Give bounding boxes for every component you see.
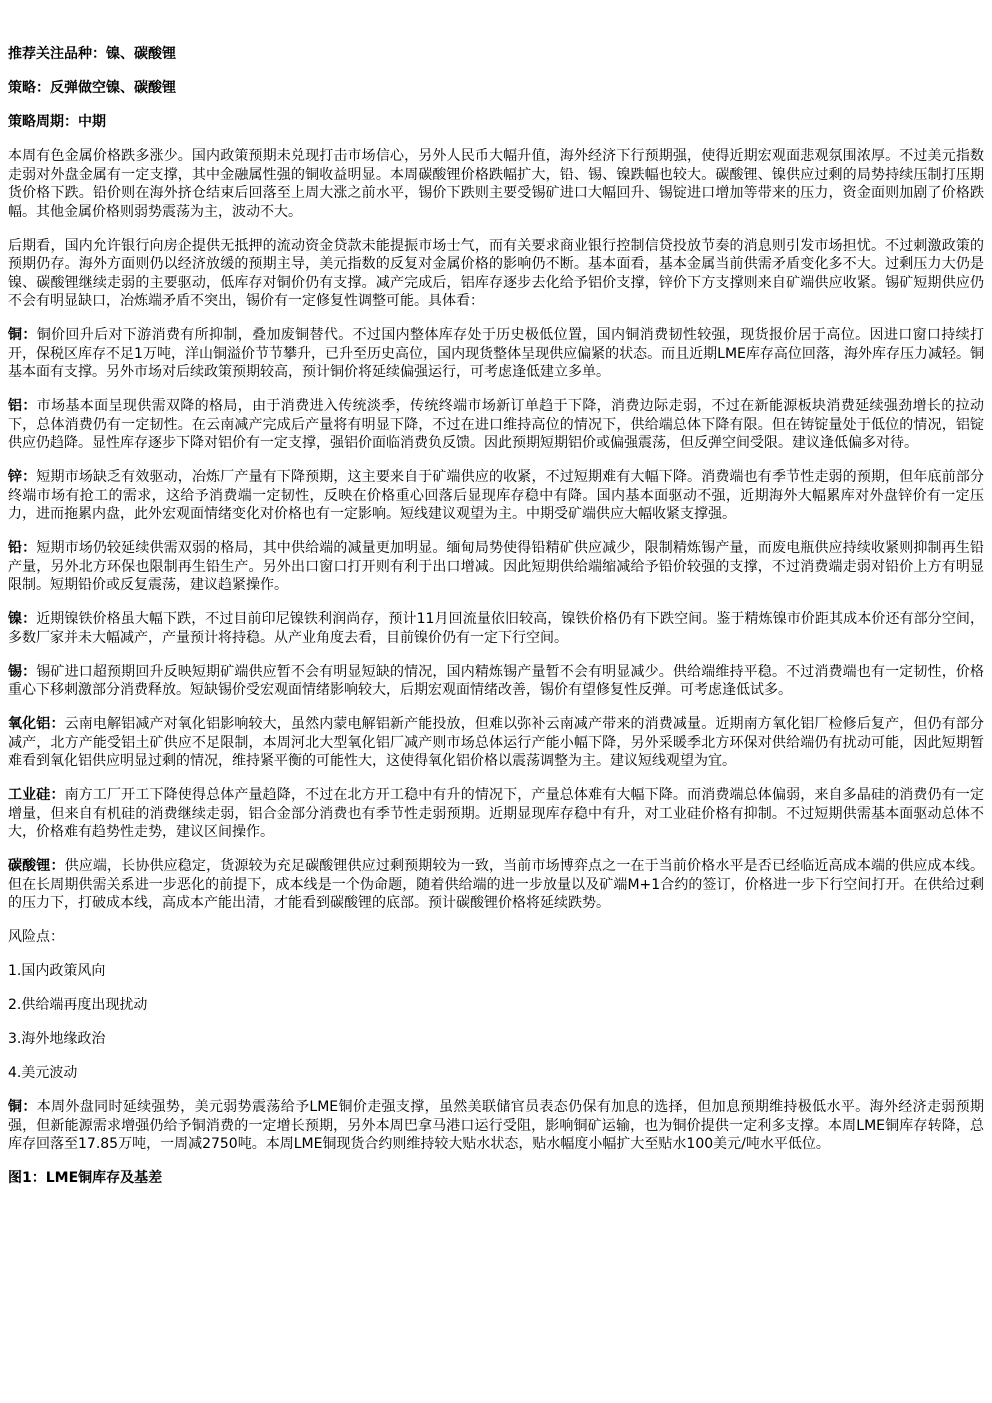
metal-paragraph-aluminum — [8, 397, 984, 453]
period-heading: 策略周期：中期 — [8, 114, 106, 130]
metal-paragraph-zinc — [8, 468, 984, 524]
metal-label: 镍： — [8, 611, 37, 627]
metal-label: 碳酸锂： — [8, 858, 65, 874]
metal-label: 铅： — [8, 540, 37, 556]
metal-text: 南方工厂开工下降使得总体产量趋降，不过在北方开工稳中有升的情况下，产量总体难有大幅下降。而消费端总体偏弱，来自多晶硅的消费仍有一定增量，但来自有机硅的消费继续走弱，铝合金部分消费也有季节性走弱预期。近期显现库存稳中有升，对工业硅价格有抑制。不过短期供需基本面驱动总体不大，价格难有趋势性走势，建议区间操作。 — [8, 787, 985, 840]
metal-paragraph-copper — [8, 326, 984, 382]
risk-title: 风险点： — [8, 929, 64, 945]
outlook-paragraph: 后期看，国内允许银行向房企提供无抵押的流动资金贷款未能提振市场士气，而有关要求商业银行控制信贷投放节奏的消息则引发市场担忧。不过刺激政策的预期仍存。海外方面则仍以经济放缓的预期主导，美元指数的反复对金属价格的影响仍不断。基本面看，基本金属当前供需矛盾变化多不大。过剩压力大仍是镍、碳酸锂继续走弱的主要驱动，低库存对铜价仍有支撑。减产完成后，铝库存逐步去化给予铝价支撑，锌价下方支撑则来自矿端供应收紧。锡矿短期供应仍不会有明显缺口，冶炼端矛盾不突出，锡价有一定修复性调整可能。具体看： — [8, 237, 984, 309]
metal-text: 短期市场仍较延续供需双弱的格局，其中供给端的减量更加明显。缅甸局势使得铅精矿供应减少，限制精炼锡产量，而废电瓶供应持续收紧则抑制再生铅产量，另外北方环保也限制再生铅生产。另外出口窗口打开则有利于出口增减。因此短期供给端缩减给予铅价较强的支撑，不过消费端走弱对铅价上方有明显限制。短期铅价或反复震荡，建议趋紧操作。 — [8, 540, 984, 593]
metal-label: 铝： — [8, 398, 37, 414]
metal-paragraph-tin — [8, 663, 984, 700]
intro-paragraph: 本周有色金属价格跌多涨少。国内政策预期未兑现打击市场信心，另外人民币大幅升值，海外经济下行预期强，使得近期宏观面悲观氛围浓厚。不过美元指数走弱对外盘金属有一定支撑，其中金融属性强的铜收益明显。本周碳酸锂价格跌幅扩大，铅、锡、镍跌幅也较大。碳酸锂、镍供应过剩的局势持续压制打压期货价格下跌。铅价则在海外挤仓结束后回落至上周大涨之前水平，锡价下跌则主要受锡矿进口大幅回升、锡锭进口增加等带来的压力，资金面则加剧了价格跌幅。其他金属价格则弱势震荡为主，波动不大。 — [8, 148, 984, 220]
copper-weekly-text: 本周外盘同时延续强势，美元弱势震荡给予LME铜价走强支撑，虽然美联储官员表态仍保有加息的选择，但加息预期维持极低水平。海外经济走弱预期强，但新能源需求增强仍给予铜消费的一定增长预期，另外本周巴拿马港口运行受阻，影响铜矿运输，也为铜价提供一定利多支撑。本周LME铜库存转降，总库存回落至17.85万吨，一周减2750吨。本周LME铜现货合约则维持较大贴水状态，贴水幅度小幅扩大至贴水100美元/吨水平低位。 — [8, 1099, 985, 1152]
metal-paragraph-silicon — [8, 786, 984, 842]
copper-weekly-label: 铜： — [8, 1099, 37, 1115]
metal-text: 市场基本面呈现供需双降的格局，由于消费进入传统淡季，传统终端市场新订单趋于下降，消费边际走弱，不过在新能源板块消费延续强劲增长的拉动下，总体消费仍有一定韧性。在云南减产完成后产量将有明显下降，不过在进口维持高位的情况下，供给端总体下降有限。但在铸锭量处于低位的情况，铝锭供应仍趋降。显性库存逐步下降对铝价有一定支撑，强铝价面临消费负反馈。因此预期短期铝价或偏强震荡，但反弹空间受限。建议逢低偏多对待。 — [8, 398, 984, 451]
metal-text: 铜价回升后对下游消费有所抑制，叠加废铜替代。不过国内整体库存处于历史极低位置，国内铜消费韧性较强，现货报价居于高位。因进口窗口持续打开，保税区库存不足1万吨，洋山铜溢价节节攀升，已升至历史高位，国内现货整体呈现供应偏紧的状态。而且近期LME库存高位回落，海外库存压力减轻。铜基本面有支撑。另外市场对后续政策预期较高，预计铜价将延续偏强运行，可考虑逢低建立多单。 — [8, 327, 984, 380]
metal-label: 铜： — [8, 327, 37, 343]
metal-label: 锡： — [8, 663, 37, 680]
figure-title: 图1：LME铜库存及基差 — [8, 1170, 163, 1186]
metal-paragraph-lead — [8, 539, 984, 595]
metal-label: 锌： — [8, 469, 37, 485]
metal-text: 云南电解铝减产对氧化铝影响较大，虽然内蒙电解铝新产能投放，但难以弥补云南减产带来的消费减量。近期南方氧化铝厂检修后复产，但仍有部分减产，北方产能受铝土矿供应不足限制，本周河北大型氧化铝厂减产则市场总体运行产能小幅下降，另外采暖季北方环保对供给端仍有扰动可能，因此短期暂难看到氧化铝供应明显过剩的情况，维持紧平衡的可能性大，这使得氧化铝价格以震荡调整为主。建议短线观望为宜。 — [8, 716, 985, 769]
risk-item: 4.美元波动 — [8, 1065, 78, 1081]
metal-text: 供应端，长协供应稳定，货源较为充足碳酸锂供应过剩预期较为一致，当前市场博弈点之一在于当前价格水平是否已经临近高成本端的供应成本线。但在长周期供需关系进一步恶化的前提下，成本线是一个伪命题，随着供给端的进一步放量以及矿端M+1合约的签订，价格进一步下行空间打开。在供给过剩的压力下，打破成本线，高成本产能出清，才能看到碳酸锂的底部。预计碳酸锂价格将延续跌势。 — [8, 858, 985, 911]
risk-item: 1.国内政策风向 — [8, 963, 106, 979]
strategy-heading: 策略：反弹做空镍、碳酸锂 — [8, 80, 176, 96]
copper-weekly-paragraph — [8, 1098, 984, 1154]
metal-text: 短期市场缺乏有效驱动，冶炼厂产量有下降预期，这主要来自于矿端供应的收紧，不过短期难有大幅下降。消费端也有季节性走弱的预期，但年底前部分终端市场有抢工的需求，这给予消费端一定韧性，反映在价格重心回落后显现库存稳中有降。国内基本面驱动不强，近期海外大幅累库对外盘锌价有一定压力，进而拖累内盘，此外宏观面情绪变化对价格也有一定影响。短线建议观望为主。中期受矿端供应大幅收紧支撑强。 — [8, 469, 984, 522]
metal-paragraph-lithium — [8, 857, 984, 913]
metal-label: 工业硅： — [8, 787, 65, 803]
metal-paragraph-alumina — [8, 715, 984, 771]
focus-heading: 推荐关注品种：镍、碳酸锂 — [8, 46, 176, 62]
risk-item: 3.海外地缘政治 — [8, 1031, 106, 1047]
metal-text: 近期镍铁价格虽大幅下跌，不过目前印尼镍铁利润尚存，预计11月回流量依旧较高，镍铁价格仍有下跌空间。鉴于精炼镍市价距其成本价还有部分空间，多数厂家并未大幅减产，产量预计将持稳。从产业角度去看，目前镍价仍有一定下行空间。 — [8, 611, 985, 646]
metal-text: 锡矿进口超预期回升反映短期矿端供应暂不会有明显短缺的情况，国内精炼锡产量暂不会有明显减少。供给端维持平稳。不过消费端也有一定韧性，价格重心下移刺激部分消费释放。短缺锡价受宏观面情绪影响较大，后期宏观面情绪改善，锡价有望修复性反弹。可考虑逢低试多。 — [8, 663, 984, 698]
risk-item: 2.供给端再度出现扰动 — [8, 997, 148, 1013]
metal-label: 氧化铝： — [8, 716, 65, 732]
metal-paragraph-nickel — [8, 610, 984, 647]
